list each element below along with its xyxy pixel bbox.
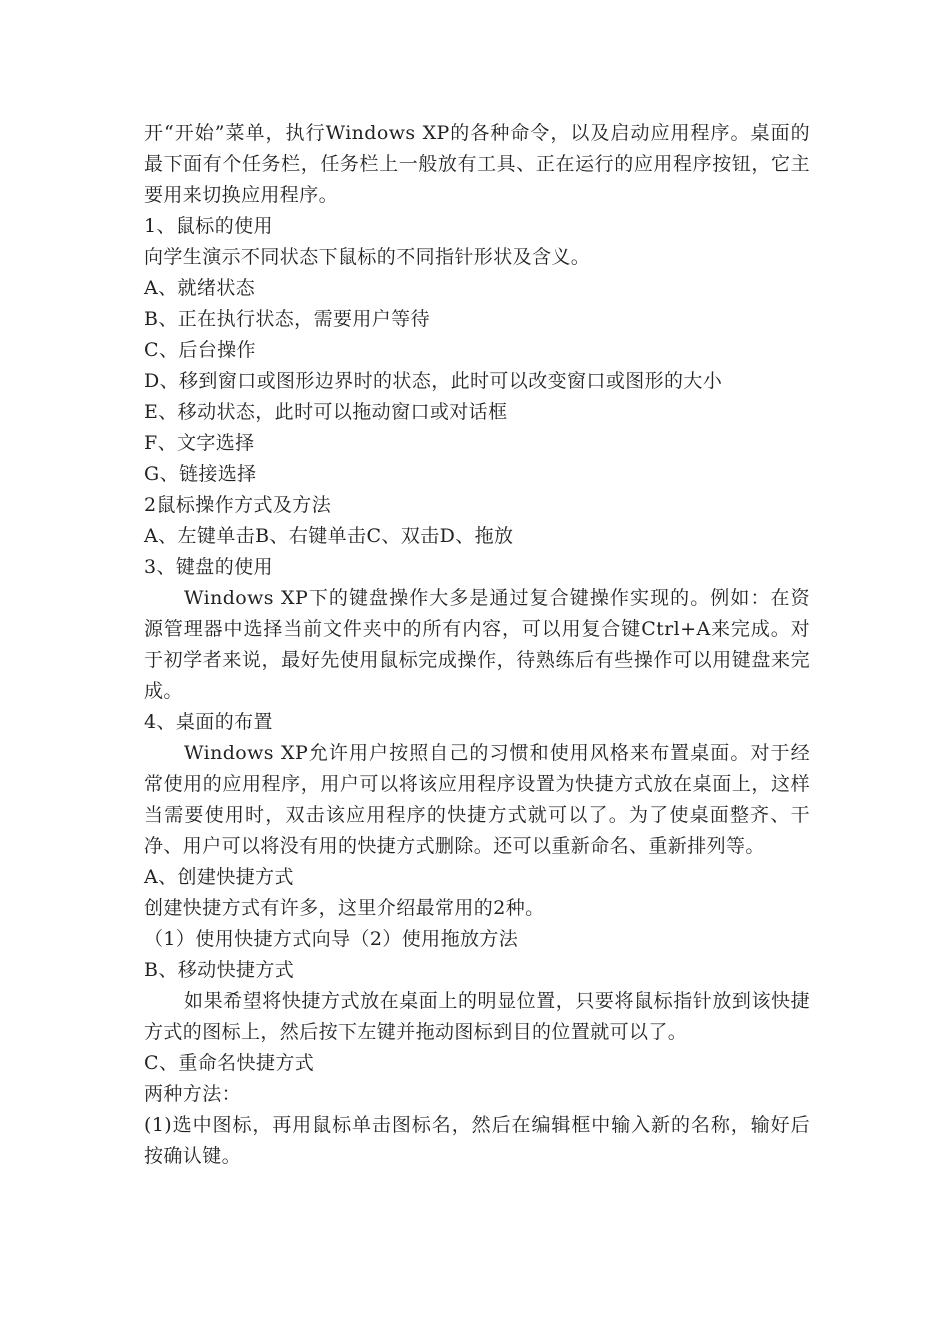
shortcut-methods-list: （1）使用快捷方式向导（2）使用拖放方法 (144, 928, 519, 950)
subsection-heading-create-shortcut: A、创建快捷方式 (144, 866, 294, 888)
pointer-state-item: D、移到窗口或图形边界时的状态，此时可以改变窗口或图形的大小 (144, 370, 723, 392)
pointer-state-item: F、文字选择 (144, 432, 255, 454)
keyboard-paragraph: Windows XP下的键盘操作大多是通过复合键操作实现的。例如：在资源管理器中选择当前文件夹中的所有内容，可以用复合键Ctrl+A来完成。对于初学者来说，最好先使用鼠标完成操作，待熟练后有些操作可以用键盘来完成。 (144, 587, 810, 702)
mouse-methods-list: A、左键单击B、右键单击C、双击D、拖放 (144, 525, 514, 547)
pointer-state-item: C、后台操作 (144, 339, 256, 361)
intro-paragraph: 开“开始”菜单，执行Windows XP的各种命令，以及启动应用程序。桌面的最下面有个任务栏，任务栏上一般放有工具、正在运行的应用程序按钮，它主要用来切换应用程序。 (144, 122, 810, 206)
pointer-state-item: A、就绪状态 (144, 277, 256, 299)
section-heading-desktop-layout: 4、桌面的布置 (144, 711, 273, 733)
document-body (144, 118, 810, 1172)
section-heading-mouse-usage: 1、鼠标的使用 (144, 215, 273, 237)
section-description: 向学生演示不同状态下鼠标的不同指针形状及含义。 (144, 246, 591, 268)
section-heading-keyboard-usage: 3、键盘的使用 (144, 556, 273, 578)
pointer-state-item: E、移动状态，此时可以拖动窗口或对话框 (144, 401, 508, 423)
subsection-description: 创建快捷方式有许多，这里介绍最常用的2种。 (144, 897, 545, 919)
pointer-state-item: B、正在执行状态，需要用户等待 (144, 308, 430, 330)
subsection-heading-rename-shortcut: C、重命名快捷方式 (144, 1052, 315, 1074)
subsection-description: 两种方法： (144, 1083, 242, 1105)
move-shortcut-paragraph: 如果希望将快捷方式放在桌面上的明显位置，只要将鼠标指针放到该快捷方式的图标上，然后按下左键并拖动图标到目的位置就可以了。 (144, 990, 810, 1043)
section-heading-mouse-operations: 2鼠标操作方式及方法 (144, 494, 332, 516)
subsection-heading-move-shortcut: B、移动快捷方式 (144, 959, 295, 981)
pointer-state-item: G、链接选择 (144, 463, 257, 485)
desktop-paragraph: Windows XP允许用户按照自己的习惯和使用风格来布置桌面。对于经常使用的应用程序，用户可以将该应用程序设置为快捷方式放在桌面上，这样当需要使用时，双击该应用程序的快捷方式就可以了。为了使桌面整齐、干净、用户可以将没有用的快捷方式删除。还可以重新命名、重新排列等。 (144, 742, 810, 857)
rename-method-paragraph: (1)选中图标，再用鼠标单击图标名，然后在编辑框中输入新的名称，输好后按确认键。 (144, 1114, 810, 1167)
